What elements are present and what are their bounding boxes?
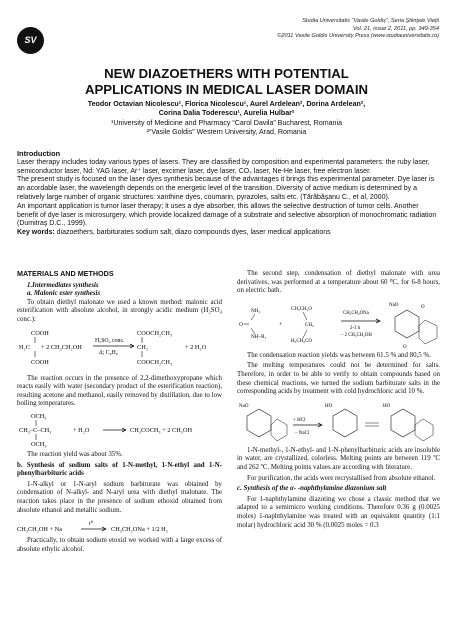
eq1-ch2: CH₂ [137,343,148,351]
eq1-h2c: H₂C [19,343,30,351]
paragraph-purification: For purification, the acids were recrystallised from absolute ethanol. [247,474,436,482]
affiliation-2: ²“Vasile Goldis” Western University, Arad, Romania [146,128,307,136]
journal-logo: SV [17,27,44,54]
esterification-equation [17,327,222,375]
left-column [17,270,222,556]
author-list [20,100,433,118]
scheme2-nacl: – NaCl [295,430,310,436]
scheme1-plus: + [279,321,283,328]
scheme1-cond-2: 2-3 h [350,325,360,331]
eq3-condition: t⁰ [89,521,93,528]
eq2-ch3c: CH₃–C–CH₃ [19,426,52,434]
scheme1-nhr: NH–R₁ [251,333,267,340]
ethoxide-equation [17,517,222,537]
condensation-scheme [237,298,440,352]
eq2-water: + H₂O [73,426,90,434]
eq1-cooh-bottom: COOH [31,358,49,366]
scheme1-ch2: CH₂ [305,322,314,328]
eq1-cooh-top: COOH [31,329,49,337]
paragraph-diazoting: For 1-naphthylamine diazoting we chose a classic method that we adapted to a semimicro working conditions. Therefore 0.36 g (0.0025 moles) 1-naphthylamine was treated with an equivalent quantity (1:1 molar) hydrochloric acid 30 % (0.0025 moles = 0.3 [237,495,440,529]
right-column [237,270,440,532]
introduction-paragraph-1: Laser therapy includes today various types of lasers. They are classified by composition and experimental parameters: the ruby laser, semiconductor laser, Nd: YAG laser, Ar⁺ laser, excimer laser, dye laser, CO₂ laser, Ne-He laser, free electron laser. [17,158,430,175]
title-line-1: NEW DIAZOETHERS WITH POTENTIAL [104,66,349,81]
eq1-condition-top: H₂SO₄ conc. [95,337,125,344]
keywords-text: diazoethers, barbiturates sodium salt, diazo compounds dyes, laser medical applications [54,229,331,237]
acidification-scheme [237,399,440,447]
affiliations [20,119,433,137]
paragraph-acids: 1-N-methyl-, 1-N-ethyl- and 1-N-phenylbarbituric acids are insoluble in water, are crystallized, colorless. Melting points are between 119 ºC and 262 ºC. Melting points values are according with literature. [237,446,440,471]
eq2-och3-top: OCH₃ [31,412,47,420]
paragraph-malonate-method: To obtain diethyl malonate we used a known method: malonic acid esterification with absolute alcohol, in strongly acidic medium (H₂SO₄ conc.): [17,298,222,323]
keywords-label: Key words: [17,229,55,237]
introduction-heading: Introduction [17,149,61,158]
title-line-2: APPLICATIONS IN MEDICAL LASER DOMAIN [84,81,369,97]
authors-line-2: Corina Dalia Toderescu¹, Aurelia Hulbar² [158,109,295,118]
journal-header [139,18,439,41]
scheme1-nh2: NH₂ [251,307,261,314]
scheme1-cond-3: – 2 CH₃CH₂OH [341,332,372,338]
subheading-intermediates: 1.Intermediates synthesis [27,281,99,289]
scheme2-nao: NaO [239,403,249,409]
eq1-water: + 2 H₂O [185,343,207,351]
introduction-paragraph-3: An important application is tumor laser therapy; it uses a dye absorber, this allows the selective destruction of tumor cells. Another benefit of dye laser is microsurgery, which provide localized damage of a substrate and selective absorption of monochromatic radiation (Dumitraş D.C., 1999). [17,202,437,228]
eq1-ester-top: COOCH₂CH₃ [137,329,173,337]
subheading-malonic-ester: a. Malonic ester synthesis [27,290,101,298]
dimethoxypropane-equation [17,411,222,451]
scheme1-cond-1: CH₃CH₂ONa [343,310,369,316]
journal-line-1: Studia Universitatis “Vasile Goldiş”, Seria Ştiinţele Vieţii [302,18,439,24]
introduction-section [17,150,439,238]
eq2-och3-bottom: OCH₃ [31,440,47,448]
scheme1-nao: NaO [389,302,399,308]
scheme2-hcl: + HCl [293,417,306,423]
scheme1-ester-1: CH₃CH₂O [291,306,312,312]
affiliation-1: ¹University of Medicine and Pharmacy “Carol Davila” Bucharest, Romania [110,119,343,127]
authors-line-1: Teodor Octavian Nicolescu¹, Florica Nicolescu¹, Aurel Ardelean², Dorina Ardelean², [87,100,366,108]
paragraph-yields: The condensation reaction yields was between 61.5 % and 80,5 %. [247,351,431,359]
subheading-diazonium: c. Synthesis of the α- -naphthylamine diazonium salt [237,485,387,493]
scheme1-o: O [239,321,243,328]
paper-title [40,66,413,97]
introduction-paragraph-2: The present study is focused on the laser dyes synthesis because of the advantages it brings this experimental parameter. Dye laser is an acordable laser, the wavelength depends on the energetic level of the transition. Diversity of active medium is determined by a relatively large number of organic structures: xanthine dyes, coumarin, pyrazoles, salts etc. (Tărăbăşanu C., et al, 2000). [17,176,435,201]
paragraph-ethoxide: Practically, to obtain sodium etoxid we worked with a large excess of absolute ethylic alcohol. [17,537,222,553]
scheme2-ho-2: HO [383,403,391,409]
eq1-ester-bottom: COOCH₂CH₃ [137,358,173,366]
eq3-rhs: CH₃CH₂ONa + 1/2 H₂ [111,526,168,534]
scheme2-ho: HO [325,403,333,409]
journal-line-2: Vol. 21, issue 2, 2011, pp. 349-354 [352,25,439,32]
paragraph-yield: The reaction yield was about 35%. [27,450,123,458]
paragraph-barbiturate: 1-N-alkyl or 1-N-aryl sodium barbiturate was obtained by condensation of N-alkyl- and N-aryl urea with diethyl malonate. The reaction takes place in the presence of sodium ethoxid obtained from absolute ethanol and metallic sodium. [17,480,222,514]
paragraph-condensation: The second step, condensation of diethyl malonate with urea derivatives, was performed at a temperature about 60 ⁰C, for 6-8 hours, on electric bath. [237,270,440,295]
section-heading-materials-methods: MATERIALS AND METHODS [17,269,114,278]
eq1-condition-bottom: Δ; C₆H₆ [99,349,118,356]
eq1-ethanol: + 2 CH₃CH₂OH [41,343,82,351]
subheading-sodium-salts: b. Synthesis of sodium salts of 1-N-methyl, 1-N-ethyl and 1-N-phenylbarbituric acids [17,461,222,478]
scheme1-ester-2: H₃CH₂CO [291,338,312,344]
scheme1-o-top: O [421,304,425,310]
paragraph-melting: The melting temperatures could not be determined for salts. Therefore, in order to be able to verify to obtain compounds based on these chemical reactions, we turned the sodium barbiturate salts in the corresponding acids by treatment with cold hydrochloric acid 10 %. [237,362,440,396]
paragraph-dimethoxypropane: The reaction occurs in the presence of 2,2-dimethoxypropane which reacts easily with water (secondary product of the esterification reaction), resulting acetone and methanol, easily removed by distillation, due to low boiling temperatures. [17,374,222,408]
scheme1-o-bottom: O [403,344,407,350]
keywords [17,229,439,238]
journal-line-3: ©2011 Vasile Goldis University Press (www.studiauniversitatis.ro) [277,33,439,40]
eq2-products: CH₃COCH₃ + 2 CH₃OH [130,426,193,434]
eq3-lhs: CH₃CH₂OH + Na [17,526,63,534]
